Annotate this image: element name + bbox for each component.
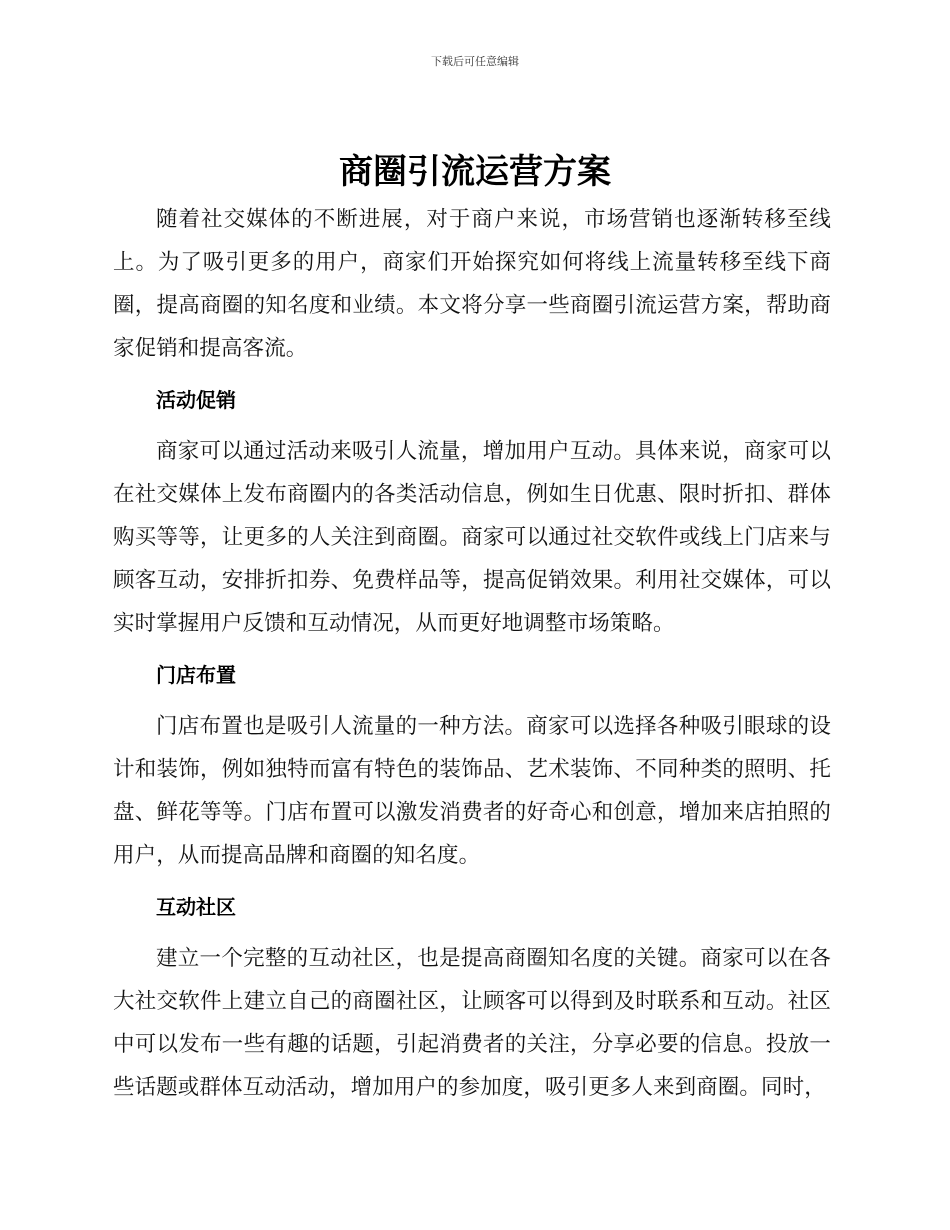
section-body-interactive-community: 建立一个完整的互动社区，也是提高商圈知名度的关键。商家可以在各大社交软件上建立自己的商圈社区，让顾客可以得到及时联系和互动。社区中可以发布一些有趣的话题，引起消费者的关注，分享必要的信息。投放一些话题或群体互动活动，增加用户的参加度，吸引更多人来到商圈。同时， [113, 946, 831, 1100]
intro-paragraph: 随着社交媒体的不断进展，对于商户来说，市场营销也逐渐转移至线上。为了吸引更多的用户，商家们开始探究如何将线上流量转移至线下商圈，提高商圈的知名度和业绩。本文将分享一些商圈引流运营方案，帮助商家促销和提高客流。 [113, 207, 831, 361]
document-title: 商圈引流运营方案 [339, 152, 611, 192]
document-body [113, 198, 831, 1109]
section-body-activity-promotion: 商家可以通过活动来吸引人流量，增加用户互动。具体来说，商家可以在社交媒体上发布商圈内的各类活动信息，例如生日优惠、限时折扣、群体购买等等，让更多的人关注到商圈。商家可以通过社交软件或线上门店来与顾客互动，安排折扣券、免费样品等，提高促销效果。利用社交媒体，可以实时掌握用户反馈和互动情况，从而更好地调整市场策略。 [113, 439, 831, 636]
section-heading-interactive-community: 互动社区 [156, 895, 236, 919]
section-body-store-layout: 门店布置也是吸引人流量的一种方法。商家可以选择各种吸引眼球的设计和装饰，例如独特而富有特色的装饰品、艺术装饰、不同种类的照明、托盘、鲜花等等。门店布置可以激发消费者的好奇心和创意，增加来店拍照的用户，从而提高品牌和商圈的知名度。 [113, 714, 831, 868]
page-header-note: 下载后可任意编辑 [431, 55, 519, 68]
section-heading-activity-promotion: 活动促销 [156, 388, 236, 412]
section-heading-store-layout: 门店布置 [156, 663, 236, 687]
